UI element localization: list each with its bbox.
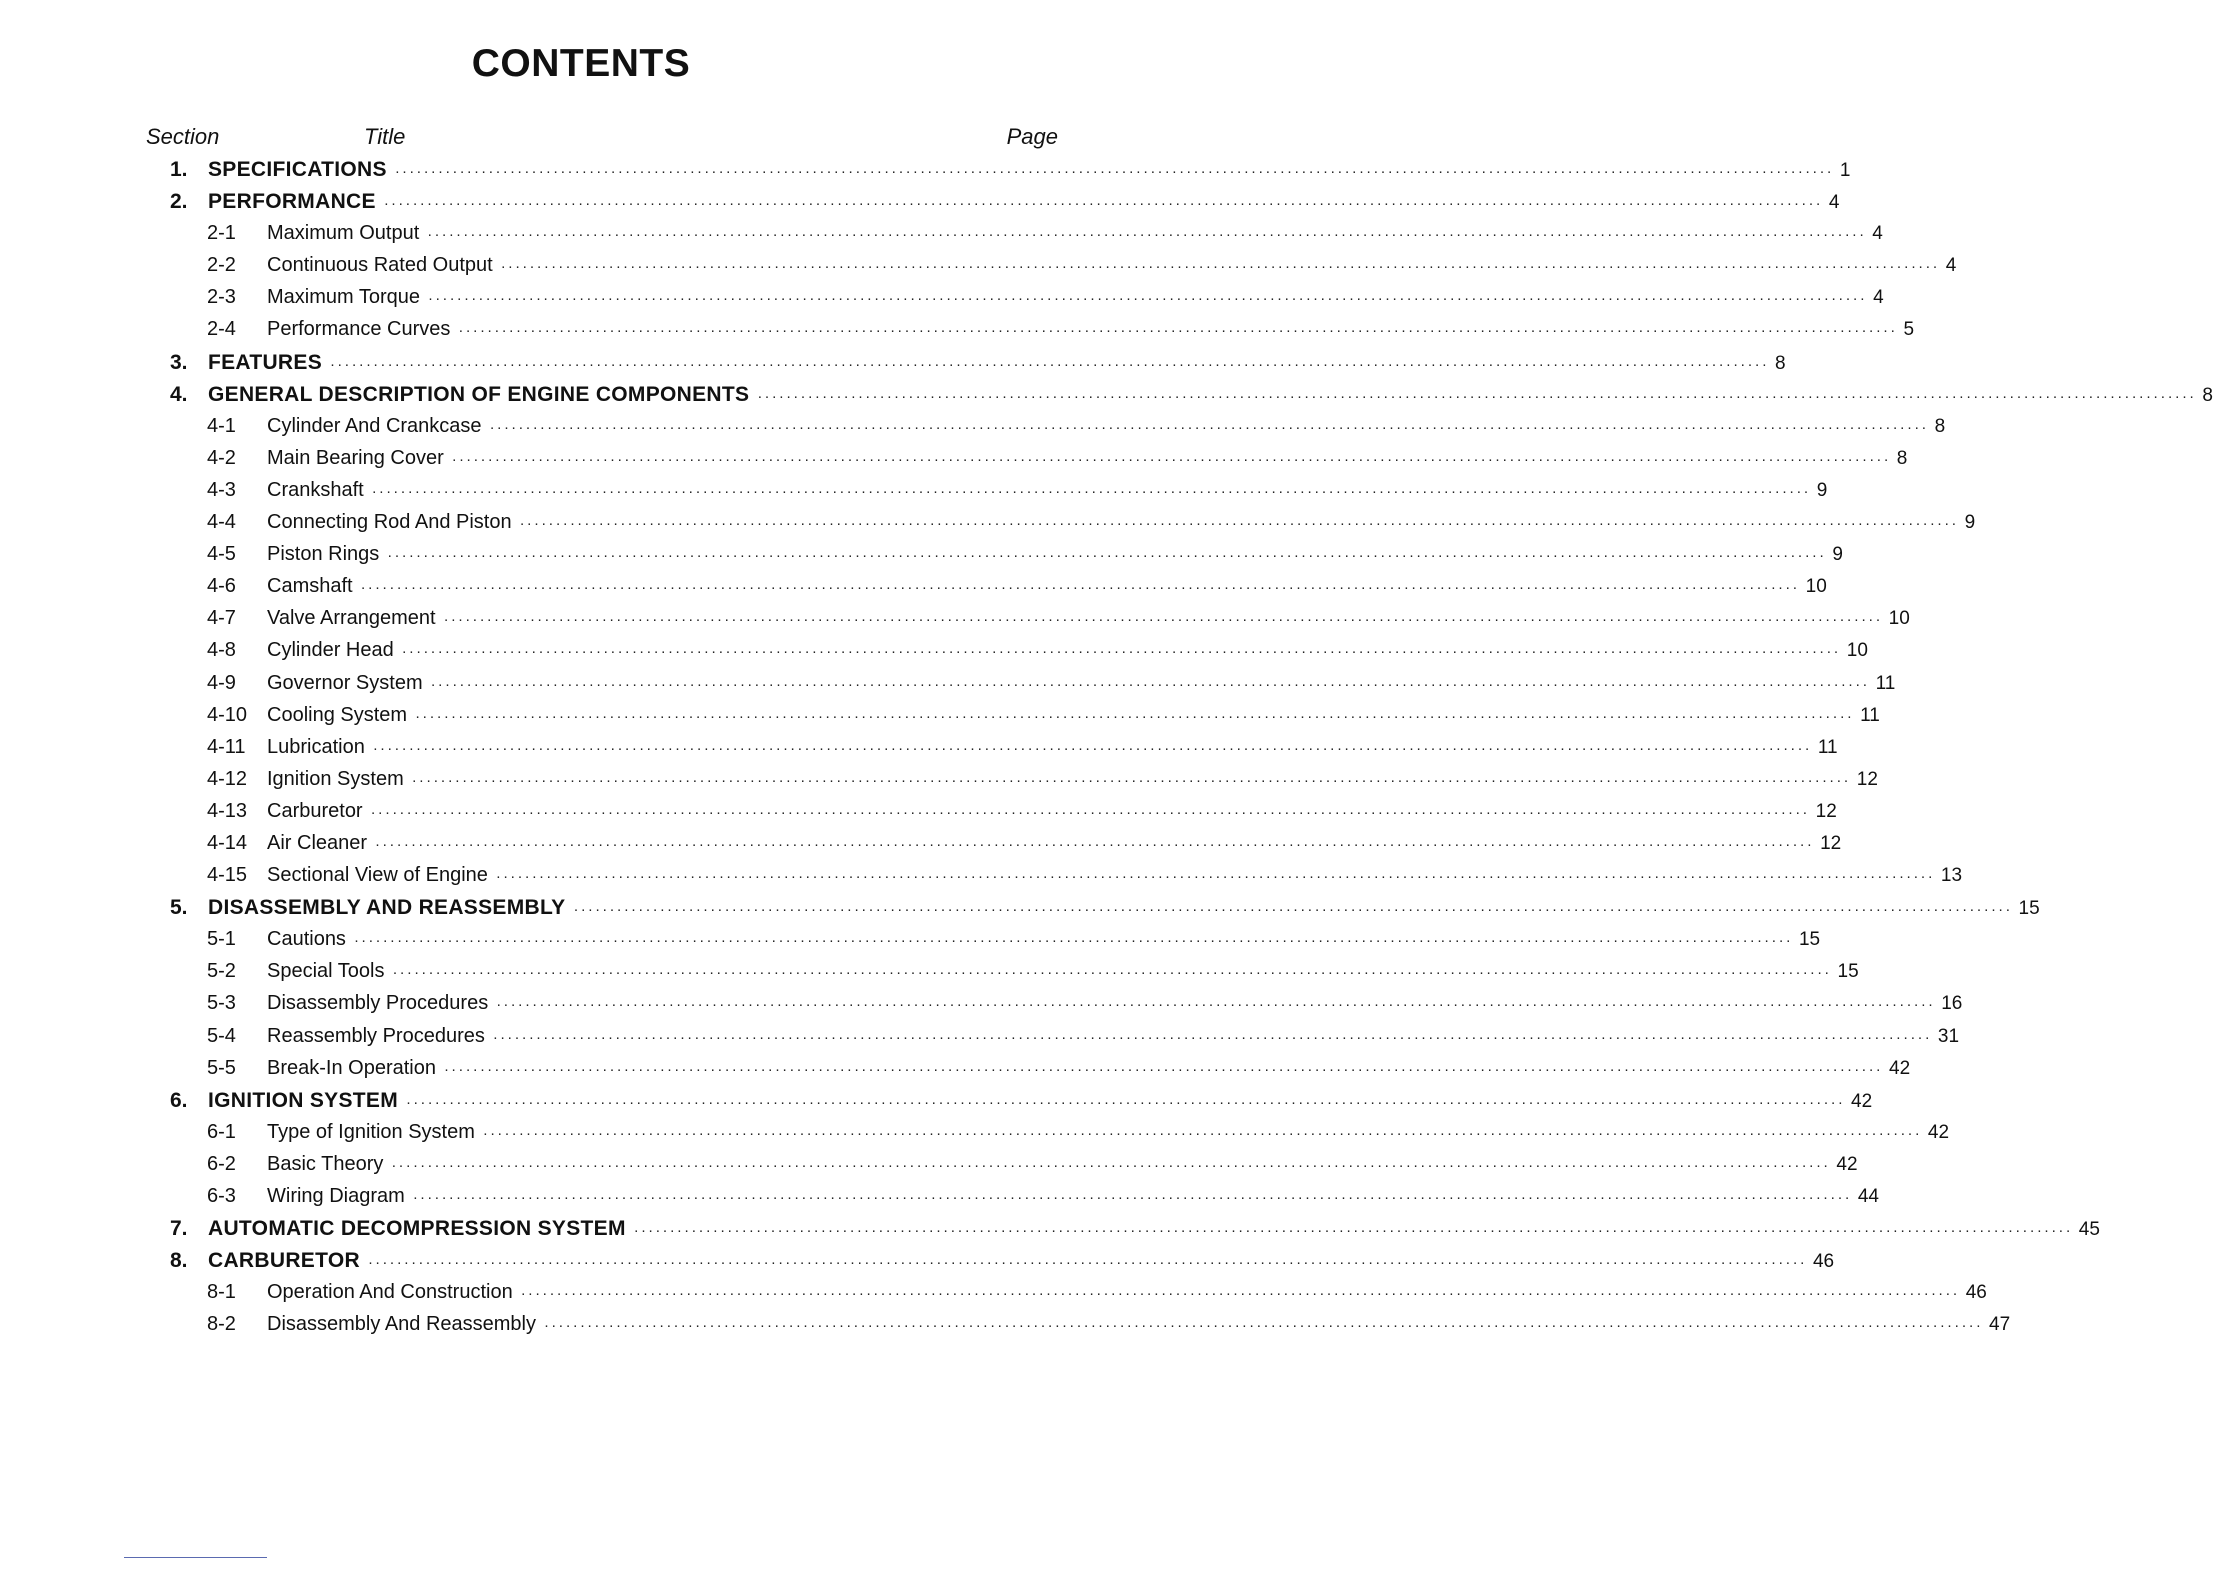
toc-entry-number: 4-9 [207,671,236,694]
toc-entry-leader [267,671,1896,695]
toc-entry-title: Basic Theory [267,1152,384,1175]
toc-subsection-entry[interactable] [0,539,1843,571]
header-title-label: Title [364,124,406,149]
toc-entry-number: 4. [170,382,188,406]
dot-leader: ········································································································································································································ [482,1124,1922,1142]
toc-entry-number: 5. [170,896,188,920]
toc-entry-title: Wiring Diagram [267,1185,405,1207]
toc-entry-leader [267,222,1883,245]
toc-entry-title: Piston Rings [267,543,380,566]
toc-subsection-entry[interactable] [0,218,1883,250]
toc-entry-number: 4-2 [207,446,236,469]
toc-entry-number: 5-4 [207,1024,236,1047]
dot-leader: ········································································································································································································ [371,482,1811,500]
toc-entry-page: 9 [1964,512,1976,534]
dot-leader: ········································································································································································································ [392,964,1832,982]
toc-entry-page: 4 [1873,287,1884,309]
toc-entry-leader [267,1313,2011,1336]
toc-entry-leader [267,1185,1879,1208]
toc-entry-title: Main Bearing Cover [267,446,444,469]
toc-entry-leader [267,511,1976,534]
toc-entry-number: 4-5 [207,543,236,566]
dot-leader: ········································································································································································································ [412,1189,1852,1206]
toc-entry-page: 44 [1857,1186,1879,1207]
dot-leader: ········································································································································································································ [415,707,1855,725]
toc-entry-page: 8 [1934,415,1946,437]
toc-entry-page: 11 [1860,704,1880,726]
toc-entry-number: 5-1 [207,928,236,951]
toc-entry-number: 2-1 [207,222,236,245]
toc-entry-number: 4-11 [207,735,246,758]
dot-leader: ········································································································································································································ [330,355,1770,373]
toc-subsection-entry[interactable] [0,507,1976,539]
toc-entry-title: Disassembly Procedures [267,992,489,1015]
dot-leader: ········································································································································································································ [500,258,1940,276]
dot-leader: ········································································································································································································ [757,387,2197,405]
toc-entry-number: 4-15 [207,864,248,887]
toc-entry-number: 5-5 [207,1056,236,1079]
toc-entry-number: 3. [170,350,188,374]
toc-entry-leader [267,575,1827,598]
toc-entry-leader [267,1024,1960,1048]
toc-entry-page: 12 [1820,832,1842,854]
dot-leader: ········································································································································································································ [370,803,1810,821]
toc-entry-leader [208,1217,2100,1241]
toc-entry-leader [267,864,1963,887]
toc-subsection-entry[interactable] [0,988,1963,1020]
toc-entry-number: 8. [170,1249,188,1273]
toc-subsection-entry[interactable] [0,860,1963,892]
toc-entry-number: 4-14 [207,831,248,854]
toc-entry-title: Maximum Torque [267,286,421,309]
dot-leader: ········································································································································································································ [387,547,1827,565]
dot-leader: ········································································································································································································ [544,1317,1984,1335]
toc-subsection-entry[interactable] [0,1309,2011,1341]
toc-entry-number: 4-3 [207,478,236,501]
toc-entry-title: Disassembly And Reassembly [267,1313,536,1336]
toc-section-entry[interactable] [0,379,2213,411]
toc-entry-number: 7. [170,1217,188,1241]
toc-section-entry[interactable] [0,154,1851,186]
toc-entry-title: Governor System [267,671,423,694]
toc-entry-title: Reassembly Procedures [267,1024,485,1047]
dot-leader: ········································································································································································································ [383,195,1823,213]
toc-entry-title: Air Cleaner [267,831,368,854]
toc-entry-number: 4-13 [207,799,248,822]
dot-leader: ········································································································································································································ [451,450,1891,468]
dot-leader: ········································································································································································································ [375,835,1815,853]
toc-subsection-entry[interactable] [0,282,1884,314]
toc-entry-page: 1 [1839,160,1851,181]
toc-entry-page: 4 [1945,255,1957,277]
toc-entry-title: CARBURETOR [208,1249,360,1273]
toc-entry-page: 46 [1965,1282,1987,1304]
toc-entry-leader [267,478,1828,502]
toc-subsection-entry[interactable] [0,764,1878,796]
header-section-label: Section [146,124,220,149]
toc-entry-title: IGNITION SYSTEM [208,1088,399,1112]
toc-entry-page: 42 [1889,1057,1911,1079]
toc-entry-title: Cooling System [267,703,408,726]
toc-entry-number: 4-8 [207,639,236,662]
toc-entry-page: 8 [2202,384,2213,406]
toc-entry-leader [267,639,1868,662]
toc-subsection-entry[interactable] [0,411,1946,443]
toc-entry-number: 8-2 [207,1313,236,1336]
toc-entry-page: 10 [1805,576,1827,598]
toc-entry-page: 42 [1927,1121,1950,1143]
toc-entry-leader [208,158,1851,182]
toc-entry-page: 13 [1940,865,1963,887]
toc-subsection-entry[interactable] [0,1021,1960,1053]
toc-entry-page: 9 [1816,479,1828,501]
toc-entry-leader [267,607,1910,630]
toc-entry-title: SPECIFICATIONS [208,158,387,181]
column-header [146,124,1058,154]
toc-section-entry[interactable] [0,1085,1873,1117]
toc-entry-title: GENERAL DESCRIPTION OF ENGINE COMPONENTS [208,382,750,406]
dot-leader: ········································································································································································································ [573,901,2013,919]
toc-entry-page: 47 [1989,1314,2011,1336]
dot-leader: ········································································································································································································ [427,226,1867,244]
toc-entry-leader [267,928,1821,951]
toc-subsection-entry[interactable] [0,1181,1879,1213]
toc-entry-page: 10 [1888,608,1910,630]
toc-entry-page: 45 [2078,1219,2100,1241]
dot-leader: ········································································································································································································ [458,322,1898,340]
toc-entry-page: 12 [1856,768,1878,790]
toc-entry-leader [208,190,1840,214]
dot-leader: ········································································································································································································ [443,1060,1884,1078]
dot-leader: ········································································································································································································ [443,611,1883,629]
toc-entry-page: 4 [1828,192,1840,214]
toc-entry-title: Crankshaft [267,478,364,501]
dot-leader: ········································································································································································································ [360,579,1800,597]
toc-entry-leader [208,1249,1835,1273]
toc-entry-title: Operation And Construction [267,1281,513,1304]
toc-entry-title: Connecting Rod And Piston [267,511,512,534]
toc-entry-page: 42 [1836,1153,1858,1175]
toc-entry-page: 11 [1875,672,1896,694]
dot-leader: ········································································································································································································ [489,418,1929,436]
dot-leader: ········································································································································································································ [411,771,1851,789]
toc-entry-title: Performance Curves [267,318,451,341]
toc-section-entry[interactable] [0,892,2040,924]
toc-entry-number: 6-1 [207,1120,236,1143]
toc-entry-leader [267,992,1963,1015]
toc-entry-title: Ignition System [267,767,404,790]
toc-section-entry[interactable] [0,347,1786,379]
toc-entry-title: Sectional View of Engine [267,864,488,887]
dot-leader: ········································································································································································································ [367,1254,1807,1272]
toc-entry-leader [267,1152,1858,1176]
toc-entry-title: AUTOMATIC DECOMPRESSION SYSTEM [208,1217,626,1241]
toc-entry-title: Cautions [267,928,346,951]
toc-subsection-entry[interactable] [0,924,1821,956]
dot-leader: ········································································································································································································ [520,1285,1960,1303]
toc-entry-number: 2-4 [207,318,236,341]
toc-subsection-entry[interactable] [0,314,1915,346]
toc-entry-title: DISASSEMBLY AND REASSEMBLY [208,896,566,920]
dot-leader: ········································································································································································································ [430,675,1870,693]
toc-entry-page: 42 [1851,1090,1873,1112]
toc-section-entry[interactable] [0,1213,2100,1245]
toc-entry-leader [267,960,1859,983]
toc-entry-page: 16 [1941,993,1963,1015]
toc-entry-leader [267,318,1915,341]
toc-subsection-entry[interactable] [0,1117,1950,1149]
dot-leader: ········································································································································································································ [394,163,1834,180]
toc-entry-page: 4 [1872,223,1883,245]
toc-entry-page: 12 [1815,800,1837,822]
toc-entry-title: Break-In Operation [267,1056,436,1079]
toc-entry-leader [208,382,2213,407]
toc-section-entry[interactable] [0,186,1840,218]
toc-entry-number: 4-12 [207,767,248,790]
toc-entry-page: 31 [1937,1025,1960,1047]
toc-subsection-entry[interactable] [0,700,1880,732]
dot-leader: ········································································································································································································ [519,515,1959,533]
toc-entry-number: 2. [170,190,188,214]
dot-leader: ········································································································································································································ [406,1093,1846,1111]
toc-entry-number: 5-3 [207,992,236,1015]
toc-subsection-entry[interactable] [0,668,1896,700]
toc-subsection-entry[interactable] [0,956,1859,988]
toc-entry-leader [267,254,1957,277]
toc-entry-number: 4-6 [207,575,236,598]
dot-leader: ········································································································································································································ [391,1156,1831,1174]
toc-entry-leader [267,1120,1950,1144]
toc-entry-page: 10 [1846,640,1868,662]
toc-entry-leader [267,1281,1987,1304]
toc-entry-title: Special Tools [267,960,385,983]
toc-entry-leader [267,799,1837,823]
toc-entry-number: 4-1 [207,414,236,437]
toc-entry-title: Maximum Output [267,222,420,245]
toc-entry-number: 8-1 [207,1281,236,1304]
dot-leader: ········································································································································································································ [401,643,1841,661]
toc-entry-title: Camshaft [267,575,353,598]
toc-entry-page: 15 [1837,961,1859,983]
toc-entry-leader [208,350,1786,375]
table-of-contents [0,154,2213,1341]
toc-entry-title: Carburetor [267,799,363,822]
toc-entry-title: Valve Arrangement [267,607,436,630]
toc-subsection-entry[interactable] [0,571,1827,603]
toc-entry-leader [267,1056,1911,1080]
toc-entry-leader [267,735,1838,759]
toc-entry-leader [267,543,1843,566]
toc-subsection-entry[interactable] [0,1277,1987,1309]
toc-entry-leader [267,446,1908,470]
toc-entry-number: 6-2 [207,1152,236,1175]
toc-subsection-entry[interactable] [0,1149,1858,1181]
toc-entry-leader [208,896,2040,920]
toc-subsection-entry[interactable] [0,475,1828,507]
toc-entry-number: 2-3 [207,286,236,309]
toc-entry-title: Type of Ignition System [267,1120,475,1143]
toc-subsection-entry[interactable] [0,796,1837,828]
toc-entry-title: Continuous Rated Output [267,254,493,277]
toc-subsection-entry[interactable] [0,828,1842,860]
footer-rule [124,1557,267,1558]
toc-entry-title: Cylinder Head [267,639,394,662]
toc-entry-title: Lubrication [267,735,365,758]
toc-subsection-entry[interactable] [0,1053,1911,1085]
dot-leader: ········································································································································································································ [495,868,1935,886]
toc-entry-leader [267,414,1946,438]
toc-entry-leader [267,767,1878,791]
toc-entry-number: 1. [170,158,188,181]
dot-leader: ········································································································································································································ [428,290,1868,308]
dot-leader: ········································································································································································································ [496,996,1936,1014]
toc-entry-number: 4-10 [207,703,248,726]
toc-entry-title: Cylinder And Crankcase [267,414,482,437]
dot-leader: ········································································································································································································ [633,1222,2073,1240]
toc-entry-number: 6-3 [207,1185,236,1207]
toc-subsection-entry[interactable] [0,250,1957,282]
toc-entry-leader [267,286,1884,309]
toc-entry-number: 5-2 [207,960,236,983]
toc-entry-page: 8 [1896,447,1908,469]
toc-entry-number: 6. [170,1088,188,1112]
toc-subsection-entry[interactable] [0,603,1910,635]
toc-entry-page: 9 [1832,544,1843,566]
page-title: CONTENTS [471,42,691,85]
dot-leader: ········································································································································································································ [353,932,1793,950]
toc-entry-page: 15 [1798,929,1821,951]
toc-entry-page: 8 [1775,352,1786,374]
toc-entry-leader [267,831,1842,855]
toc-entry-title: FEATURES [208,350,323,374]
toc-subsection-entry[interactable] [0,732,1838,764]
toc-entry-page: 5 [1903,319,1915,341]
toc-section-entry[interactable] [0,1245,1835,1277]
dot-leader: ········································································································································································································ [492,1028,1932,1046]
toc-entry-page: 15 [2018,898,2040,920]
toc-subsection-entry[interactable] [0,635,1868,667]
toc-entry-title: PERFORMANCE [208,190,376,214]
toc-entry-number: 4-4 [207,511,236,534]
toc-entry-number: 2-2 [207,254,236,277]
toc-entry-leader [208,1088,1873,1113]
toc-subsection-entry[interactable] [0,443,1908,475]
header-page-label: Page [1006,124,1058,149]
toc-entry-page: 11 [1817,736,1838,758]
dot-leader: ········································································································································································································ [372,739,1812,757]
toc-entry-leader [267,703,1880,727]
toc-entry-number: 4-7 [207,607,236,630]
toc-entry-page: 46 [1812,1251,1835,1273]
